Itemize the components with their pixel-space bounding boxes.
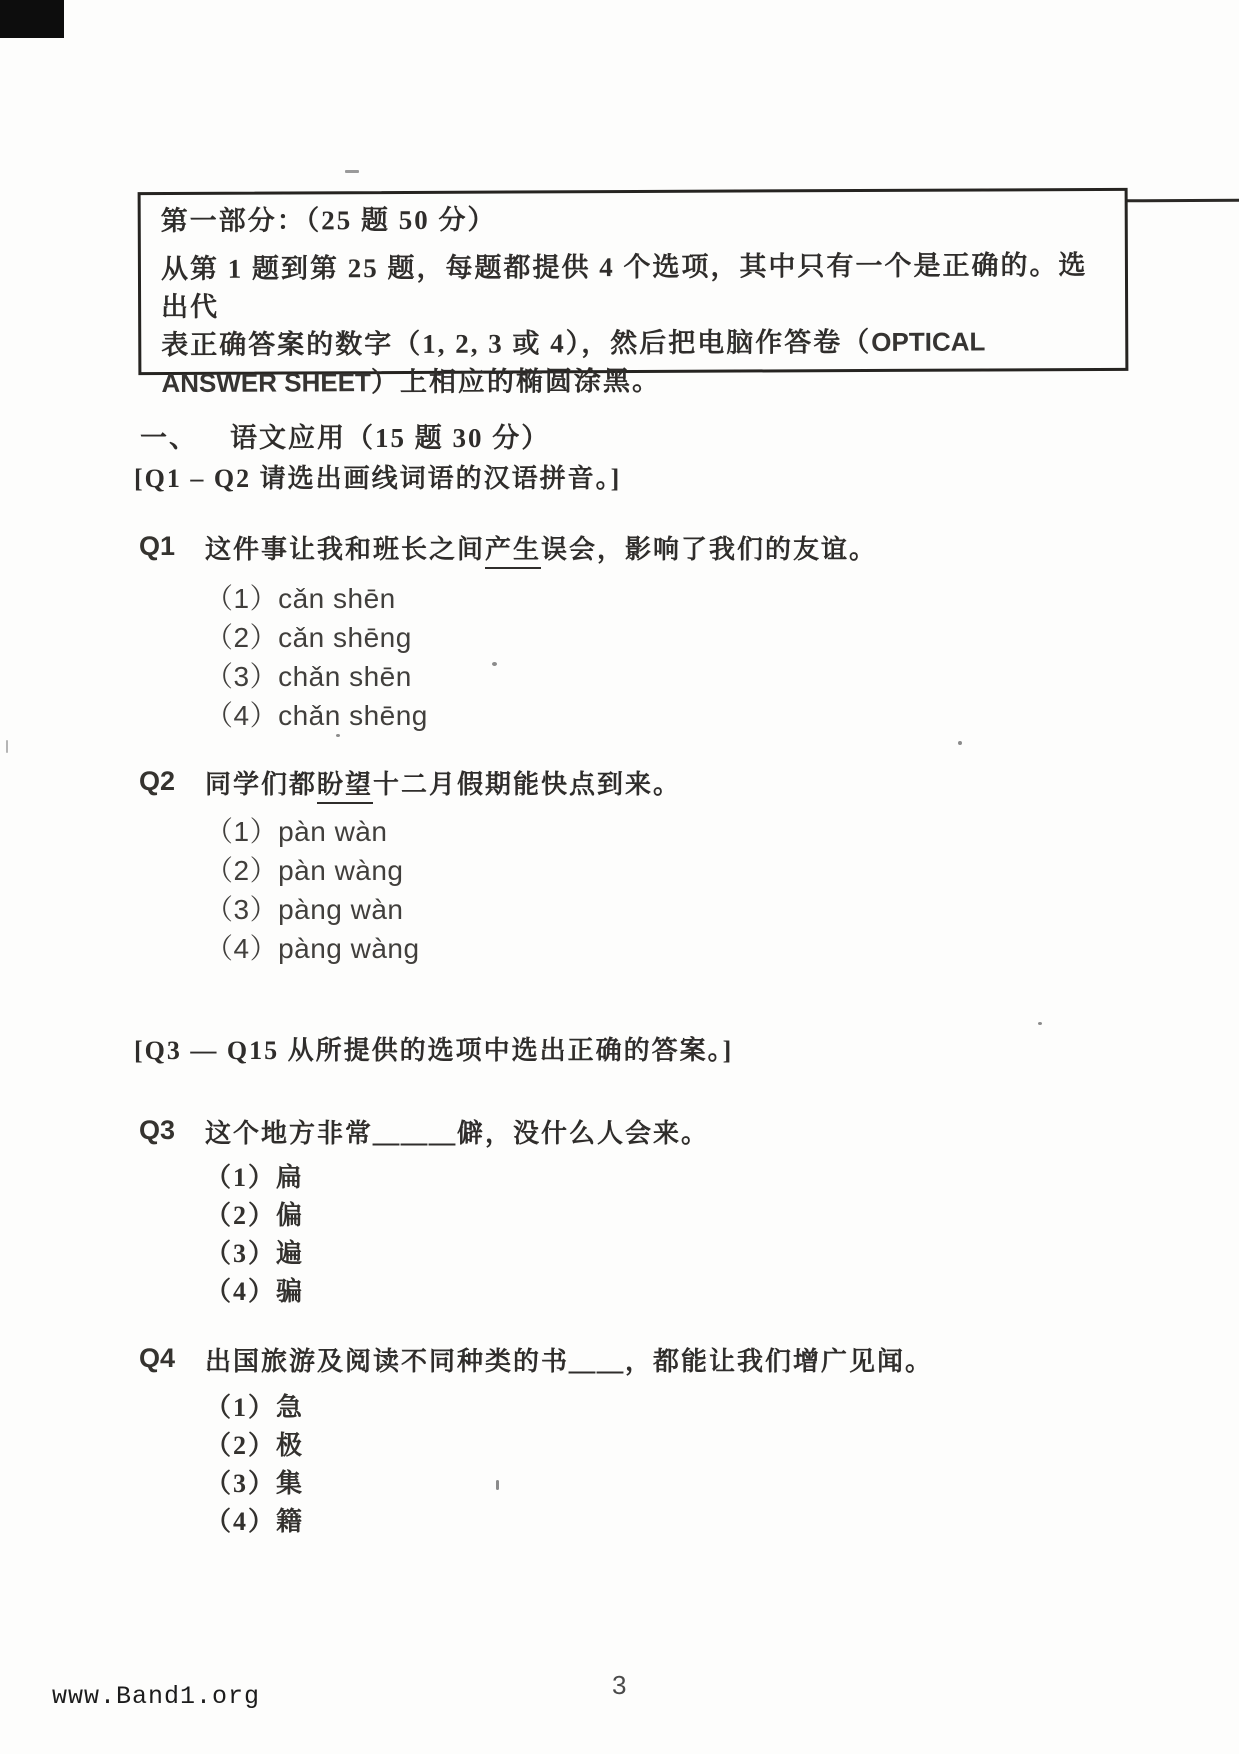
instruction-line-3: ANSWER SHEET）上相应的椭圆涂黑。 [161,365,661,399]
option-row: （4）pàng wàng [205,933,420,964]
scan-speck [958,741,962,745]
option-row: （1）急 [205,1393,305,1422]
instruction-title: 第一部分：（25 题 50 分） [160,204,497,237]
scan-speck [1038,1022,1042,1025]
option-row: （3）遍 [205,1239,305,1268]
page-number: 3 [612,1670,627,1700]
question-stem-q3: 这个地方非常＿＿＿僻，没什么人会来。 [205,1119,710,1148]
scan-corner-artifact [0,0,64,38]
option-row: （2）cǎn shēng [205,622,412,653]
option-row: （1）cǎn shēn [205,583,396,614]
underlined-word: 产生 [485,535,541,569]
scan-line-artifact [1126,199,1239,203]
scan-speck [336,734,340,737]
section-heading [140,416,550,455]
instruction-body [161,246,1108,402]
option-row: （3）chǎn shēn [205,661,412,692]
option-row: （1）扁 [205,1163,305,1192]
section-number: 一、 [140,423,198,453]
option-row: （4）籍 [205,1507,305,1536]
option-row: （4）chǎn shēng [205,700,428,731]
question-stem-q1: 这件事让我和班长之间产生误会，影响了我们的友谊。 [205,529,877,566]
scan-speck [6,740,8,753]
option-row: （1）pàn wàn [205,816,388,847]
scan-speck [345,170,359,173]
option-row: （2）极 [205,1431,305,1460]
question-stem-q2: 同学们都盼望十二月假期能快点到来。 [205,764,681,801]
question-label-q4: Q4 [139,1343,176,1373]
question-range-note-q3-q15: [Q3 — Q15 从所提供的选项中选出正确的答案。] [134,1036,734,1065]
scan-speck [492,662,497,666]
option-row: （2）偏 [205,1201,305,1230]
question-label-q1: Q1 [139,531,176,561]
option-row: （3）集 [205,1469,305,1498]
option-row: （2）pàn wàng [205,855,404,886]
blank-line: ＿＿ [569,1347,626,1376]
option-row: （3）pàng wàn [205,894,404,925]
section-title: 语文应用（15 题 30 分） [230,423,551,453]
question-stem-q4: 出国旅游及阅读不同种类的书＿＿，都能让我们增广见闻。 [205,1347,934,1376]
instruction-box [138,188,1129,399]
question-label-q3: Q3 [139,1115,176,1145]
underlined-word: 盼望 [317,770,373,804]
scan-speck [496,1480,499,1490]
blank-line: ＿＿＿ [373,1119,458,1148]
instruction-line-2: 表正确答案的数字（1, 2, 3 或 4），然后把电脑作答卷（OPTICAL [161,326,986,361]
instruction-line-1: 从第 1 题到第 25 题，每题都提供 4 个选项，其中只有一个是正确的。选出代 [160,250,1088,323]
question-range-note-q1-q2: [Q1 – Q2 请选出画线词语的汉语拼音。] [134,464,622,493]
option-row: （4）骗 [205,1277,305,1306]
question-label-q2: Q2 [139,766,176,796]
watermark-url: www.Band1.org [52,1682,261,1711]
